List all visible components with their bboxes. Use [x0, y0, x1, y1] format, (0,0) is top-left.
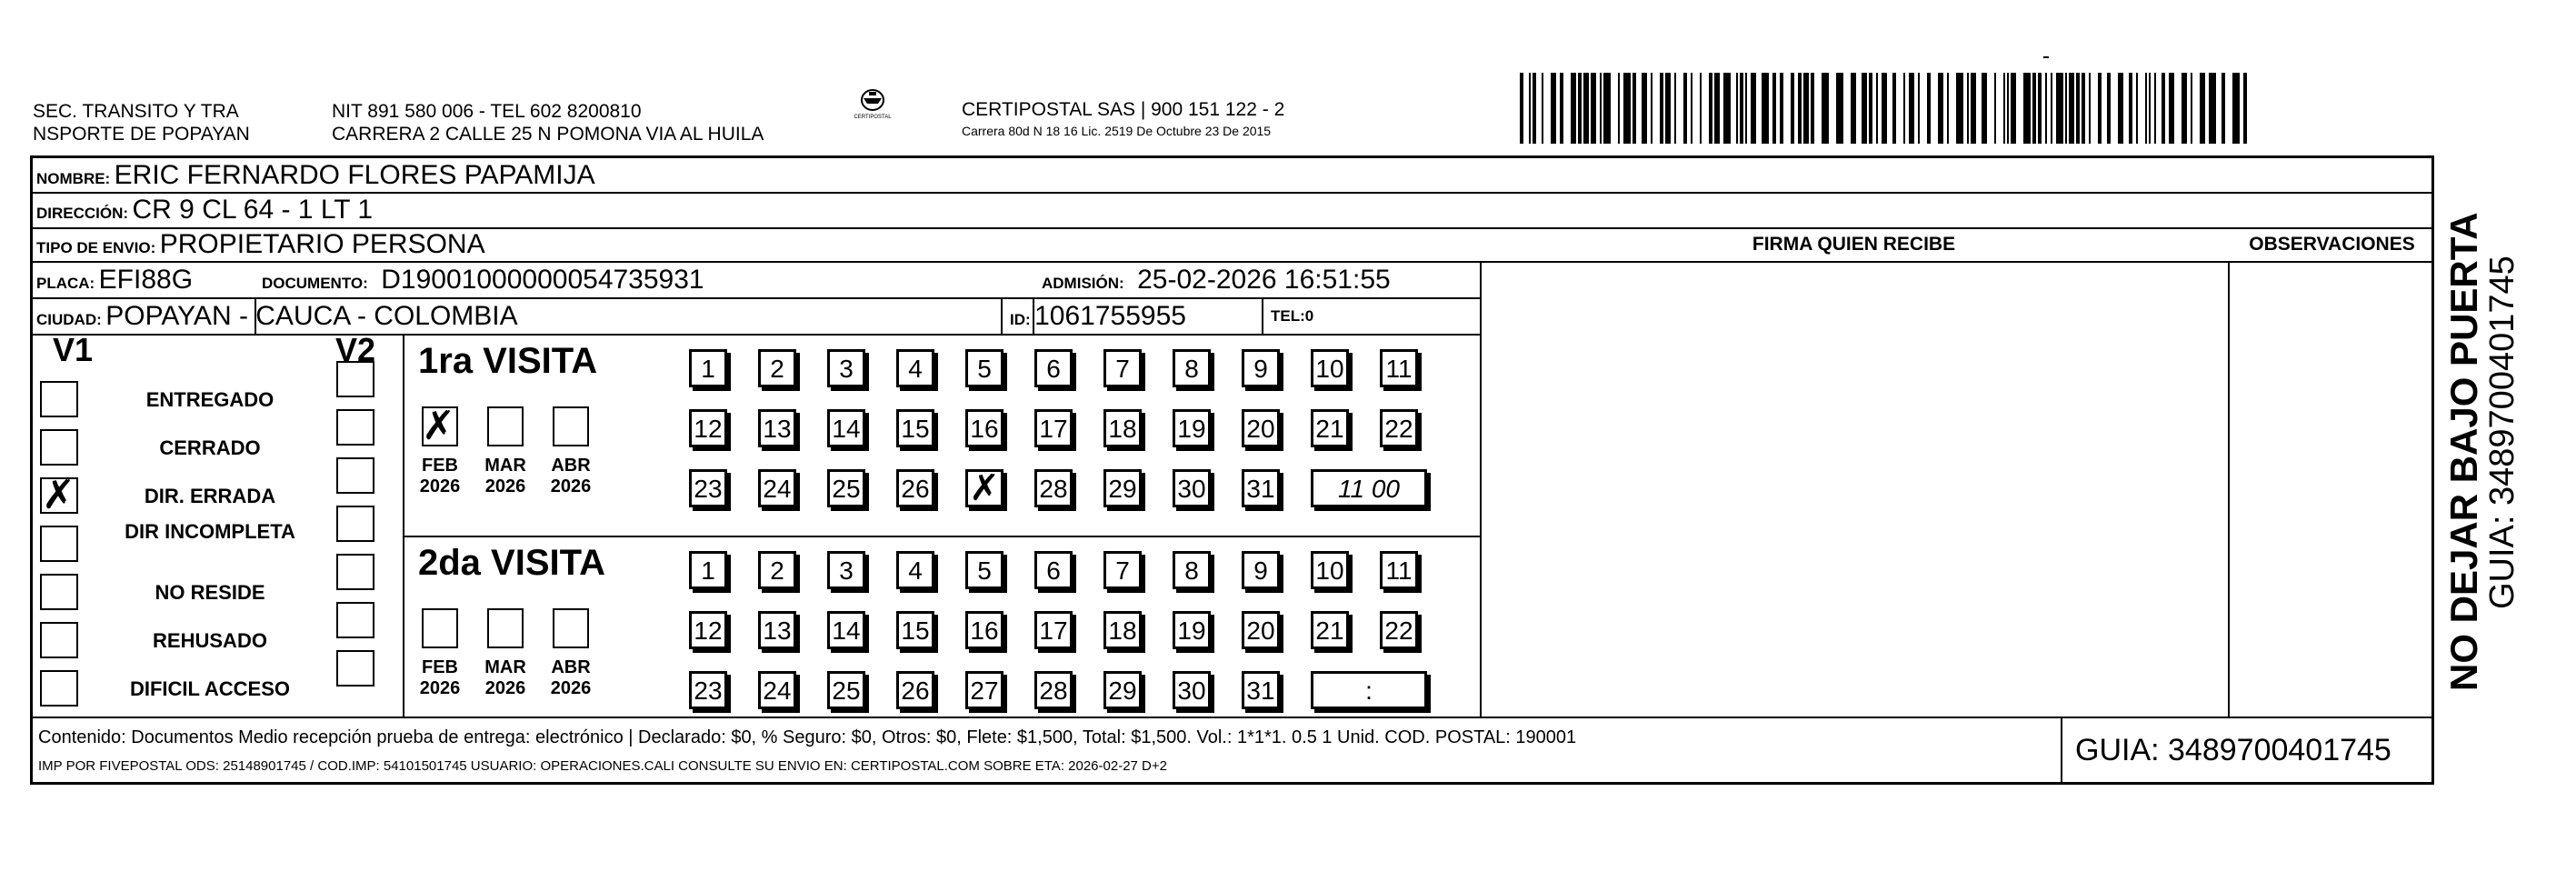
ciudad-row: [36, 301, 518, 336]
day-box: 4: [896, 551, 934, 589]
ciudad-label: CIUDAD:: [36, 311, 102, 328]
v2-checkbox: [336, 506, 374, 542]
carrier-line2: Carrera 80d N 18 16 Lic. 2519 De Octubre 23 De 2015: [962, 124, 1272, 138]
certipostal-logo: [845, 87, 900, 127]
day-box: 22: [1380, 409, 1418, 447]
tipo-row: [36, 229, 485, 265]
day-box: 22: [1380, 611, 1418, 649]
day-box: 28: [1034, 469, 1073, 507]
direccion-label: DIRECCIÓN:: [36, 205, 129, 222]
day-box: 15: [896, 611, 934, 649]
v1-checkbox: [40, 429, 78, 466]
month-year: 2026: [419, 476, 461, 496]
delivery-guide-card: [30, 155, 2434, 785]
check-mark: ✗: [42, 472, 75, 518]
nombre-row: [36, 160, 595, 195]
v2-checkbox: [336, 650, 374, 687]
status-reason: DIR INCOMPLETA: [125, 520, 295, 543]
col-divider-obs: [2228, 261, 2230, 717]
side-warning: NO DEJAR BAJO PUERTA: [2442, 212, 2485, 691]
day-box: 26: [896, 469, 934, 507]
status-reason: DIR. ERRADA: [144, 485, 276, 507]
day-box: 12: [689, 409, 727, 447]
ciudad-value: POPAYAN - CAUCA - COLOMBIA: [105, 301, 518, 331]
day-box: 3: [827, 551, 865, 589]
scan-dot: [2043, 56, 2049, 58]
day-box: 16: [965, 409, 1003, 447]
documento-label: DOCUMENTO:: [262, 275, 368, 292]
month-label: [474, 657, 537, 699]
v1-checkbox: [40, 381, 78, 417]
day-box: 18: [1103, 611, 1142, 649]
month-name: FEB: [422, 657, 458, 677]
day-box: 7: [1103, 551, 1142, 589]
day-box: 4: [896, 349, 934, 387]
admision-row: [1042, 265, 1391, 300]
month-name: FEB: [422, 456, 458, 476]
day-box: 5: [965, 349, 1003, 387]
guia-divider: [2061, 717, 2062, 785]
admision-label: ADMISIÓN:: [1042, 275, 1124, 292]
col-divider-firma: [1480, 261, 1482, 717]
day-box: 2: [758, 349, 796, 387]
id-divider: [1001, 297, 1003, 334]
carrier-line1: CERTIPOSTAL SAS | 900 151 122 - 2: [962, 99, 1285, 120]
sender-name: [33, 100, 250, 145]
v2-header: V2: [335, 331, 376, 368]
tipo-label: TIPO DE ENVIO:: [36, 239, 156, 256]
day-box: 18: [1103, 409, 1142, 447]
day-box: 20: [1242, 611, 1280, 649]
month-checkbox: [422, 403, 458, 449]
tel-divider: [1262, 297, 1263, 334]
nombre-value: ERIC FERNARDO FLORES PAPAMIJA: [114, 160, 595, 190]
day-box: 10: [1311, 551, 1349, 589]
day-box: 25: [827, 469, 865, 507]
month-label: [539, 456, 603, 497]
observaciones-header: OBSERVACIONES: [2249, 234, 2415, 255]
month-label: [408, 456, 472, 497]
status-reason: DIFICIL ACCESO: [129, 677, 290, 700]
v1-header: V1: [53, 331, 94, 368]
month-checkbox: [553, 608, 589, 648]
day-box: 6: [1034, 349, 1073, 387]
month-name: MAR: [484, 657, 526, 677]
day-box: 30: [1173, 671, 1211, 709]
check-mark: ✗: [422, 403, 455, 449]
footer-divider: [33, 717, 2434, 718]
v2-checkbox: [336, 457, 374, 494]
direccion-row: [36, 195, 373, 230]
day-box: 10: [1311, 349, 1349, 387]
v1-checkbox: [40, 670, 78, 707]
footer-guia: GUIA: 3489700401745: [2075, 733, 2391, 767]
v2-checkbox: [336, 554, 374, 590]
day-box: 1: [689, 349, 727, 387]
day-box: 16: [965, 611, 1003, 649]
day-box: 23: [689, 671, 727, 709]
day-box: 31: [1242, 469, 1280, 507]
tel-row: [1271, 301, 1313, 333]
id-value: 1061755955: [1034, 301, 1186, 331]
month-year: 2026: [550, 476, 592, 496]
day-box: 2: [758, 551, 796, 589]
day-box: 14: [827, 409, 865, 447]
day-box: 15: [896, 409, 934, 447]
logo-text: CERTIPOSTAL: [854, 115, 892, 120]
day-box: 6: [1034, 551, 1073, 589]
month-year: 2026: [419, 678, 461, 698]
day-box: 3: [827, 349, 865, 387]
side-guia: GUIA: 3489700401745: [2483, 256, 2521, 609]
v2-checkbox: [336, 409, 374, 446]
day-box: 21: [1311, 611, 1349, 649]
month-year: 2026: [550, 678, 592, 698]
footer-print-info: IMP POR FIVEPOSTAL ODS: 25148901745 / COD.IMP: 54101501745 USUARIO: OPERACIONES.CALI CONSULTE SU ENVIO EN: CERTIPOSTAL.COM SOBRE ETA: 2026-02-27 D+2: [38, 758, 1167, 774]
day-box: 14: [827, 611, 865, 649]
tel-label: TEL:: [1271, 307, 1305, 325]
day-box: 17: [1034, 409, 1073, 447]
month-label: [474, 456, 537, 497]
visit-divider: [403, 536, 1480, 537]
day-box: 27: [965, 671, 1003, 709]
day-box: 9: [1242, 551, 1280, 589]
tel-value: 0: [1304, 307, 1314, 325]
carrier-info: [962, 98, 1284, 139]
day-box: 31: [1242, 671, 1280, 709]
day-box: 8: [1173, 551, 1211, 589]
day-box: 24: [758, 469, 796, 507]
day-box: 11: [1380, 349, 1418, 387]
day-box: 9: [1242, 349, 1280, 387]
month-name: ABR: [551, 657, 591, 677]
nombre-label: NOMBRE:: [36, 170, 111, 187]
day-box: 30: [1173, 469, 1211, 507]
day-box: 26: [896, 671, 934, 709]
month-checkbox: [422, 608, 458, 648]
month-checkbox: [553, 406, 589, 446]
address-line: CARRERA 2 CALLE 25 N POMONA VIA AL HUILA: [332, 124, 764, 145]
month-name: MAR: [484, 456, 526, 476]
day-box: 1: [689, 551, 727, 589]
status-divider: [403, 334, 404, 717]
sender-contact: [332, 100, 764, 145]
day-box: 23: [689, 469, 727, 507]
day-box: ✗: [965, 469, 1003, 507]
month-checkbox: [487, 406, 524, 446]
status-reason: REHUSADO: [153, 629, 267, 652]
day-box: 12: [689, 611, 727, 649]
day-box: 24: [758, 671, 796, 709]
day-box: 13: [758, 409, 796, 447]
day-box: 21: [1311, 409, 1349, 447]
status-reason: CERRADO: [159, 436, 261, 459]
status-reason: NO RESIDE: [155, 581, 265, 604]
day-box: 29: [1103, 671, 1142, 709]
firma-header: FIRMA QUIEN RECIBE: [1752, 234, 1956, 255]
id-row: [1010, 301, 1186, 336]
barcode: [1520, 73, 2254, 144]
sender-line1: SEC. TRANSITO Y TRA: [33, 101, 239, 122]
sender-line2: NSPORTE DE POPAYAN: [33, 124, 250, 145]
v1-checkbox: [40, 622, 78, 658]
day-box: 28: [1034, 671, 1073, 709]
day-box: 11: [1380, 551, 1418, 589]
direccion-value: CR 9 CL 64 - 1 LT 1: [132, 195, 374, 225]
placa-row: [36, 265, 193, 300]
day-box: 19: [1173, 409, 1211, 447]
v2-checkbox: [336, 602, 374, 638]
day-box: 7: [1103, 349, 1142, 387]
v1-checkbox: [40, 574, 78, 610]
visit-time-box: 11 00: [1311, 469, 1427, 507]
footer-contents: Contenido: Documentos Medio recepción prueba de entrega: electrónico | Declarado: $0, % Seguro: $0, Otros: $0, Flete: $1,500, Total: $1,500. Vol.: 1*1*1. 0.5 1 Unid. COD. POSTAL: 190001: [38, 727, 1577, 747]
admision-value: 25-02-2026 16:51:55: [1137, 265, 1391, 295]
placa-value: EFI88G: [98, 265, 194, 295]
placa-label: PLACA:: [36, 275, 95, 292]
v1-checkbox: [40, 472, 78, 518]
day-box: 20: [1242, 409, 1280, 447]
tipo-value: PROPIETARIO PERSONA: [159, 229, 485, 259]
day-box: 25: [827, 671, 865, 709]
documento-value: D19001000000054735931: [381, 265, 704, 295]
month-year: 2026: [484, 476, 526, 496]
day-box: 5: [965, 551, 1003, 589]
day-box: 29: [1103, 469, 1142, 507]
day-box: 17: [1034, 611, 1073, 649]
month-label: [408, 657, 472, 699]
month-label: [539, 657, 603, 699]
month-year: 2026: [484, 678, 526, 698]
visit-time-box: :: [1311, 671, 1427, 709]
day-box: 8: [1173, 349, 1211, 387]
id-label: ID:: [1010, 311, 1031, 328]
visit-title: 2da VISITA: [418, 543, 605, 583]
month-name: ABR: [551, 456, 591, 476]
v1-checkbox: [40, 526, 78, 562]
month-checkbox: [487, 608, 524, 648]
visit-title: 1ra VISITA: [418, 341, 598, 381]
nit-line: NIT 891 580 006 - TEL 602 8200810: [332, 101, 642, 122]
day-box: 19: [1173, 611, 1211, 649]
documento-row: [262, 265, 704, 300]
day-box: 13: [758, 611, 796, 649]
v2-checkbox: [336, 361, 374, 397]
status-reason: ENTREGADO: [145, 388, 275, 411]
